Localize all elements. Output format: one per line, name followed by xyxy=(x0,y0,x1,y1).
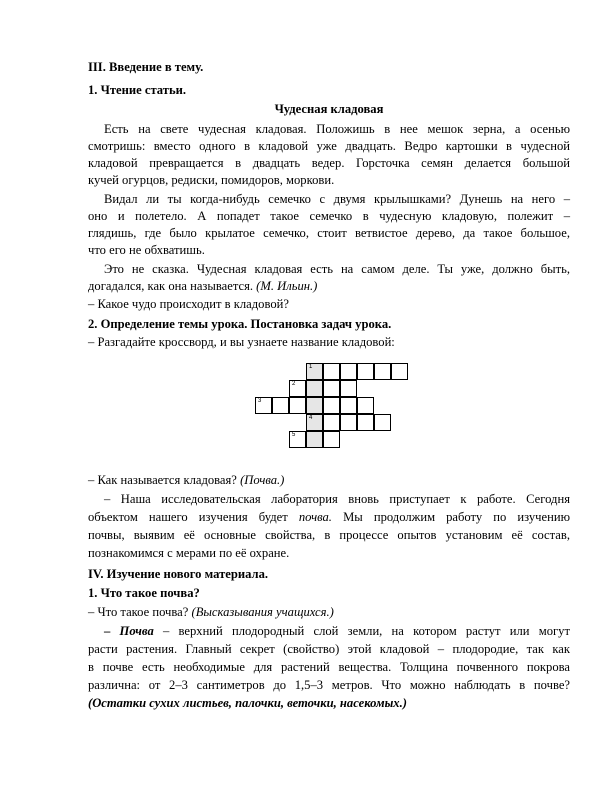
answer-reply: (Почва.) xyxy=(240,473,285,487)
crossword-cell xyxy=(306,431,323,448)
crossword-cell xyxy=(340,414,357,431)
crossword-cell xyxy=(323,380,340,397)
paragraph-line: глядишь, где было крылатое семечко, стоит ветвистое дерево, да такое большое, xyxy=(88,226,570,240)
paragraph-line: Видал ли ты когда-нибудь семечко с двумя крылышками? Дунешь на него – xyxy=(104,192,570,206)
section-heading-new-material: IV. Изучение нового материала. xyxy=(88,567,269,581)
soil-heading: 1. Что такое почва? xyxy=(88,586,200,600)
paragraph-line: оно и полетело. А попадет такое семечко в чудесную кладовую, полежит – xyxy=(88,209,570,223)
crossword-number: 1 xyxy=(309,364,313,370)
emphasis-word: почва. xyxy=(298,510,332,524)
paragraph-line: Это не сказка. Чудесная кладовая есть на самом деле. Ты уже, должно быть, xyxy=(104,262,570,276)
paragraph-line xyxy=(88,509,570,525)
question-text: – Что такое почва? xyxy=(88,605,189,619)
paragraph-line: почвы, выявим её основные свойства, в процессе опытов установим её состав, xyxy=(88,528,570,542)
paragraph-line: различна: от 2–3 сантиметров до 1,5–3 метров. Что можно наблюдать в почве? xyxy=(88,678,570,692)
crossword-cell xyxy=(255,397,272,414)
crossword-cell xyxy=(340,363,357,380)
crossword-number: 4 xyxy=(309,415,313,421)
crossword-cell xyxy=(357,414,374,431)
definition-line xyxy=(88,623,570,639)
crossword-cell xyxy=(306,363,323,380)
crossword-cell xyxy=(289,380,306,397)
crossword-cell xyxy=(289,397,306,414)
crossword-prompt: – Разгадайте кроссворд, и вы узнаете название кладовой: xyxy=(88,335,395,349)
paragraph-line: (Остатки сухих листьев, палочки, веточки, насекомых.) xyxy=(88,696,407,710)
crossword-cell xyxy=(306,397,323,414)
paragraph-line: что его не обхватишь. xyxy=(88,243,205,257)
definition-text: – верхний плодородный слой земли, на котором растут или могут xyxy=(162,624,570,638)
crossword-cell xyxy=(374,414,391,431)
question-line: – Какое чудо происходит в кладовой? xyxy=(88,297,289,311)
paragraph-line: кучей огурцов, редиски, помидоров, моркови. xyxy=(88,173,335,187)
crossword-cell xyxy=(323,431,340,448)
question-line xyxy=(88,604,570,620)
crossword-cell xyxy=(289,431,306,448)
paragraph-line: расти растения. Главный секрет (свойство) этой кладовой – плодородие, так как xyxy=(88,642,570,656)
crossword-number: 5 xyxy=(292,432,296,438)
paragraph-line: смотришь: вместо одного в кладовой уже двадцать. Ведро картошки в чудесной xyxy=(88,139,570,153)
crossword-cell xyxy=(357,397,374,414)
crossword-number: 2 xyxy=(292,381,296,387)
paragraph-line: в почве есть необходимые для растений вещества. Толщина почвенного покрова xyxy=(88,660,570,674)
crossword-cell xyxy=(357,363,374,380)
article-title: Чудесная кладовая xyxy=(274,102,384,116)
author-credit: (М. Ильин.) xyxy=(256,279,318,293)
crossword-cell xyxy=(340,397,357,414)
paragraph-text: догадался, как она называется. xyxy=(88,279,254,293)
crossword-cell xyxy=(391,363,408,380)
answer-question: – Как называется кладовая? xyxy=(88,473,237,487)
crossword-cell xyxy=(323,397,340,414)
crossword-cell xyxy=(306,414,323,431)
paragraph-text: объектом нашего изучения будет xyxy=(88,510,288,524)
section-heading-intro: III. Введение в тему. xyxy=(88,60,204,74)
question-note: (Высказывания учащихся.) xyxy=(191,605,334,619)
paragraph-line: Есть на свете чудесная кладовая. Положишь в нее мешок зерна, а осенью xyxy=(104,122,570,136)
paragraph-line xyxy=(88,278,570,294)
crossword-cell xyxy=(306,380,323,397)
definition-term: Почва xyxy=(119,624,154,638)
topic-heading: 2. Определение темы урока. Постановка задач урока. xyxy=(88,317,392,331)
definition-dash: – xyxy=(104,624,111,638)
paragraph-line: кладовой превращается в двадцать ведер. Горсточка семян делается большой xyxy=(88,156,570,170)
reading-heading: 1. Чтение статьи. xyxy=(88,83,187,97)
paragraph-text: Мы продолжим работу по изучению xyxy=(343,510,570,524)
crossword-cell xyxy=(323,414,340,431)
crossword-cell xyxy=(374,363,391,380)
paragraph-line: – Наша исследовательская лаборатория вновь приступает к работе. Сегодня xyxy=(104,492,570,506)
crossword-cell xyxy=(323,363,340,380)
answer-line xyxy=(88,472,570,488)
crossword-number: 3 xyxy=(258,398,262,404)
crossword-cell xyxy=(340,380,357,397)
crossword-cell xyxy=(272,397,289,414)
paragraph-line: познакомимся с мерами по её охране. xyxy=(88,546,290,560)
